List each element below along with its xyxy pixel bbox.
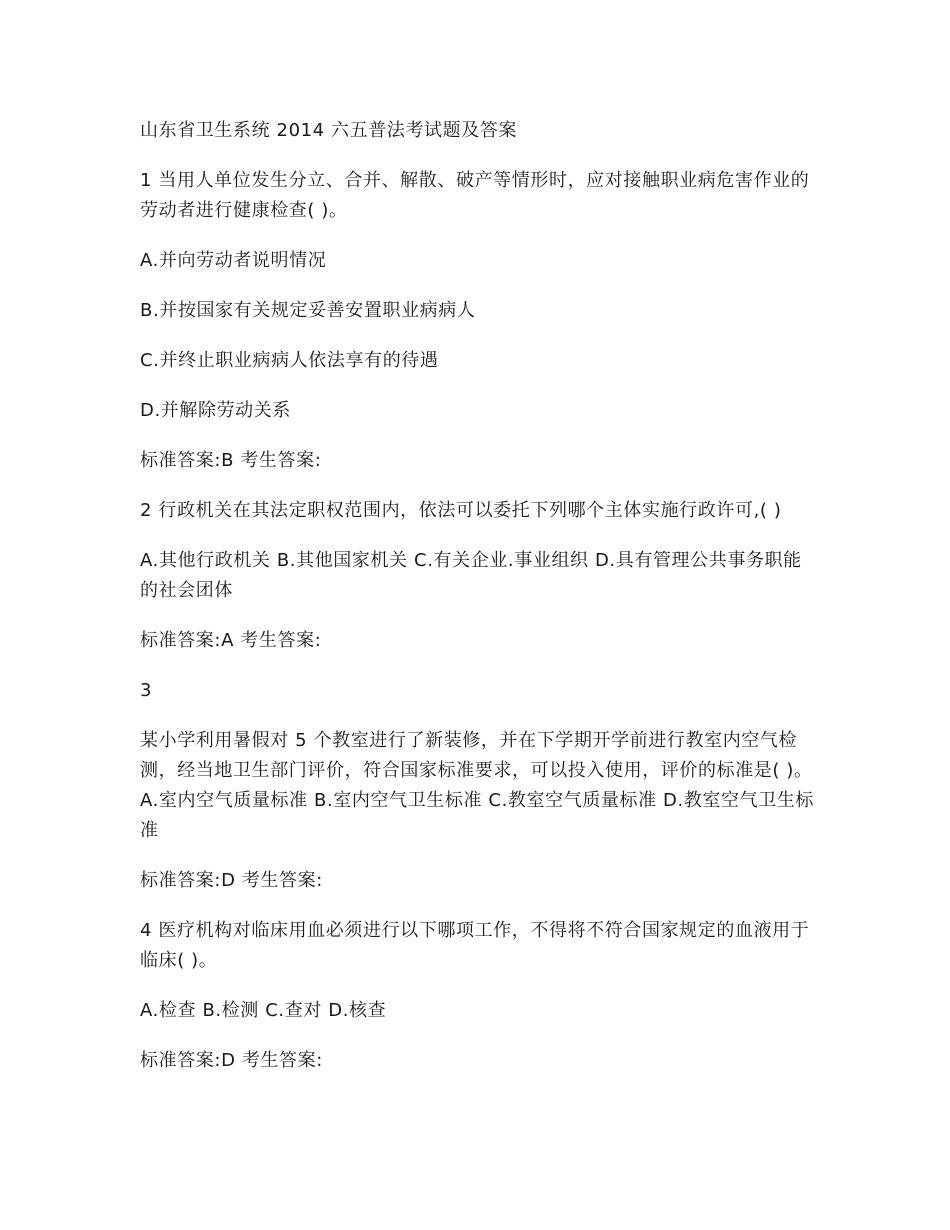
question-2-options: A.其他行政机关 B.其他国家机关 C.有关企业.事业组织 D.具有管理公共事务职能的社会团体	[140, 550, 802, 601]
question-1-answer: 标准答案:B 考生答案:	[140, 450, 322, 471]
question-1-option-c: C.并终止职业病病人依法享有的待遇	[140, 350, 439, 371]
question-1-option-b: B.并按国家有关规定妥善安置职业病病人	[140, 300, 476, 321]
question-3-number: 3	[140, 680, 153, 701]
question-3-answer: 标准答案:D 考生答案:	[140, 870, 323, 891]
document-page	[140, 116, 815, 1096]
question-4-stem: 4 医疗机构对临床用血必须进行以下哪项工作，不得将不符合国家规定的血液用于临床( )。	[140, 920, 810, 971]
question-1-option-d: D.并解除劳动关系	[140, 400, 291, 421]
question-3-stem: 某小学利用暑假对 5 个教室进行了新装修，并在下学期开学前进行教室内空气检测，经当地卫生部门评价，符合国家标准要求，可以投入使用，评价的标准是( )。 A.室内空气质量标准 B.室内空气卫生标准 C.教室空气质量标准 D.教室空气卫生标准	[140, 730, 815, 841]
question-2-stem: 2 行政机关在其法定职权范围内，依法可以委托下列哪个主体实施行政许可,( )	[140, 500, 782, 521]
document-title: 山东省卫生系统 2014 六五普法考试题及答案	[140, 120, 518, 141]
question-2-answer: 标准答案:A 考生答案:	[140, 630, 322, 651]
question-1-stem: 1 当用人单位发生分立、合并、解散、破产等情形时，应对接触职业病危害作业的劳动者进行健康检查( )。	[140, 170, 810, 221]
question-1-option-a: A.并向劳动者说明情况	[140, 250, 327, 271]
question-4-options: A.检查 B.检测 C.查对 D.核查	[140, 1000, 387, 1021]
question-4-answer: 标准答案:D 考生答案:	[140, 1050, 323, 1071]
